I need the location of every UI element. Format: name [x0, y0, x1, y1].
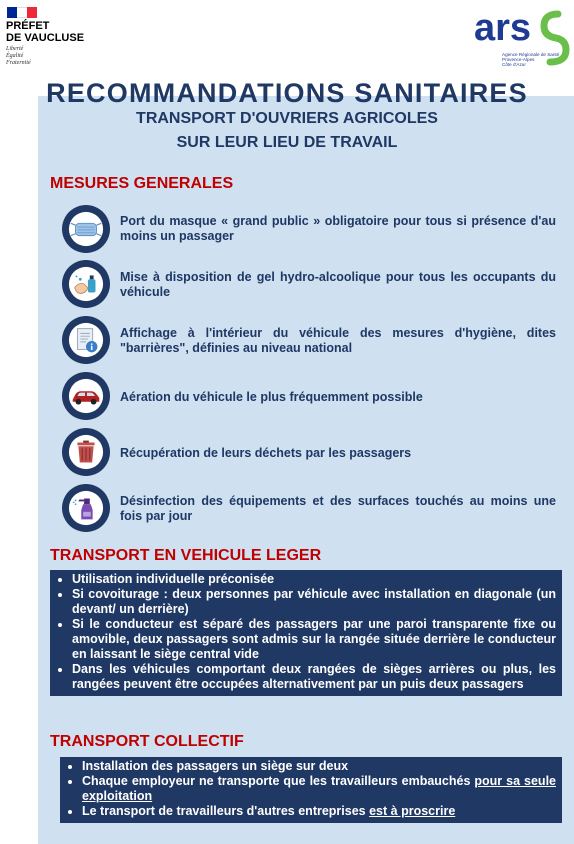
measure-text-dechets: Récupération de leurs déchets par les passagers [120, 446, 412, 460]
collectif-list-box [60, 757, 562, 823]
page-subtitle-2: SUR LEUR LIEU DE TRAVAIL [176, 134, 398, 151]
list-item: • Installation des passagers un siège sur deux [82, 759, 556, 774]
french-flag-icon [7, 7, 37, 18]
list-item: • Le transport de travailleurs d'autres entreprises est à proscrire [82, 804, 556, 819]
list-item: • Si covoiturage : deux personnes par véhicule avec installation en diagonale (un devant/ un derrière) [72, 587, 556, 617]
info-document-icon [62, 316, 110, 364]
section-heading-mesures: MESURES GENERALES [50, 175, 234, 192]
measure-text-mask: Port du masque « grand public » obligatoire pour tous si présence d'au moins un passager [120, 214, 556, 243]
measure-text-affichage: Affichage à l'intérieur du véhicule des mesures d'hygiène, dites "barrières", définies au niveau national [120, 326, 556, 355]
page-title: RECOMMANDATIONS SANITAIRES [46, 78, 528, 108]
ars-name: Agence Régionale de Santé Provence-Alpes Côte d'Azur [502, 52, 560, 67]
republic-motto: Liberté Égalité Fraternité [6, 46, 31, 66]
hand-gel-icon [62, 260, 110, 308]
list-item: • Dans les véhicules comportant deux rangées de sièges arrières ou plus, les rangées peuvent être occupées alternativement par un puis deux passagers [72, 662, 556, 692]
car-icon [62, 372, 110, 420]
measure-text-gel: Mise à disposition de gel hydro-alcoolique pour tous les occupants du véhicule [120, 270, 556, 299]
list-item: • Utilisation individuelle préconisée [72, 572, 556, 587]
content-panel [38, 96, 574, 844]
page-subtitle-1: TRANSPORT D'OUVRIERS AGRICOLES [136, 110, 438, 127]
spray-bottle-icon [62, 484, 110, 532]
leger-list-box [50, 570, 562, 696]
list-item: • Chaque employeur ne transporte que les travailleurs embauchés pour sa seule exploitation [82, 774, 556, 804]
trash-bin-icon [62, 428, 110, 476]
section-heading-leger: TRANSPORT EN VEHICULE LEGER [50, 547, 322, 564]
header [0, 0, 574, 75]
list-item: • Si le conducteur est séparé des passagers par une paroi transparente fixe ou amovible, deux passagers sont admis sur la rangée située derrière le conducteur en laissant le siège central vide [72, 617, 556, 662]
ars-logo [474, 6, 570, 68]
prefet-label: PRÉFET DE VAUCLUSE [6, 20, 85, 44]
svg-text:ars: ars [474, 7, 532, 49]
measure-text-desinfection: Désinfection des équipements et des surfaces touchés au moins une fois par jour [120, 494, 556, 523]
mask-icon [62, 205, 110, 253]
section-heading-collectif: TRANSPORT COLLECTIF [50, 733, 244, 750]
measure-text-aeration: Aération du véhicule le plus fréquemment possible [120, 390, 423, 404]
